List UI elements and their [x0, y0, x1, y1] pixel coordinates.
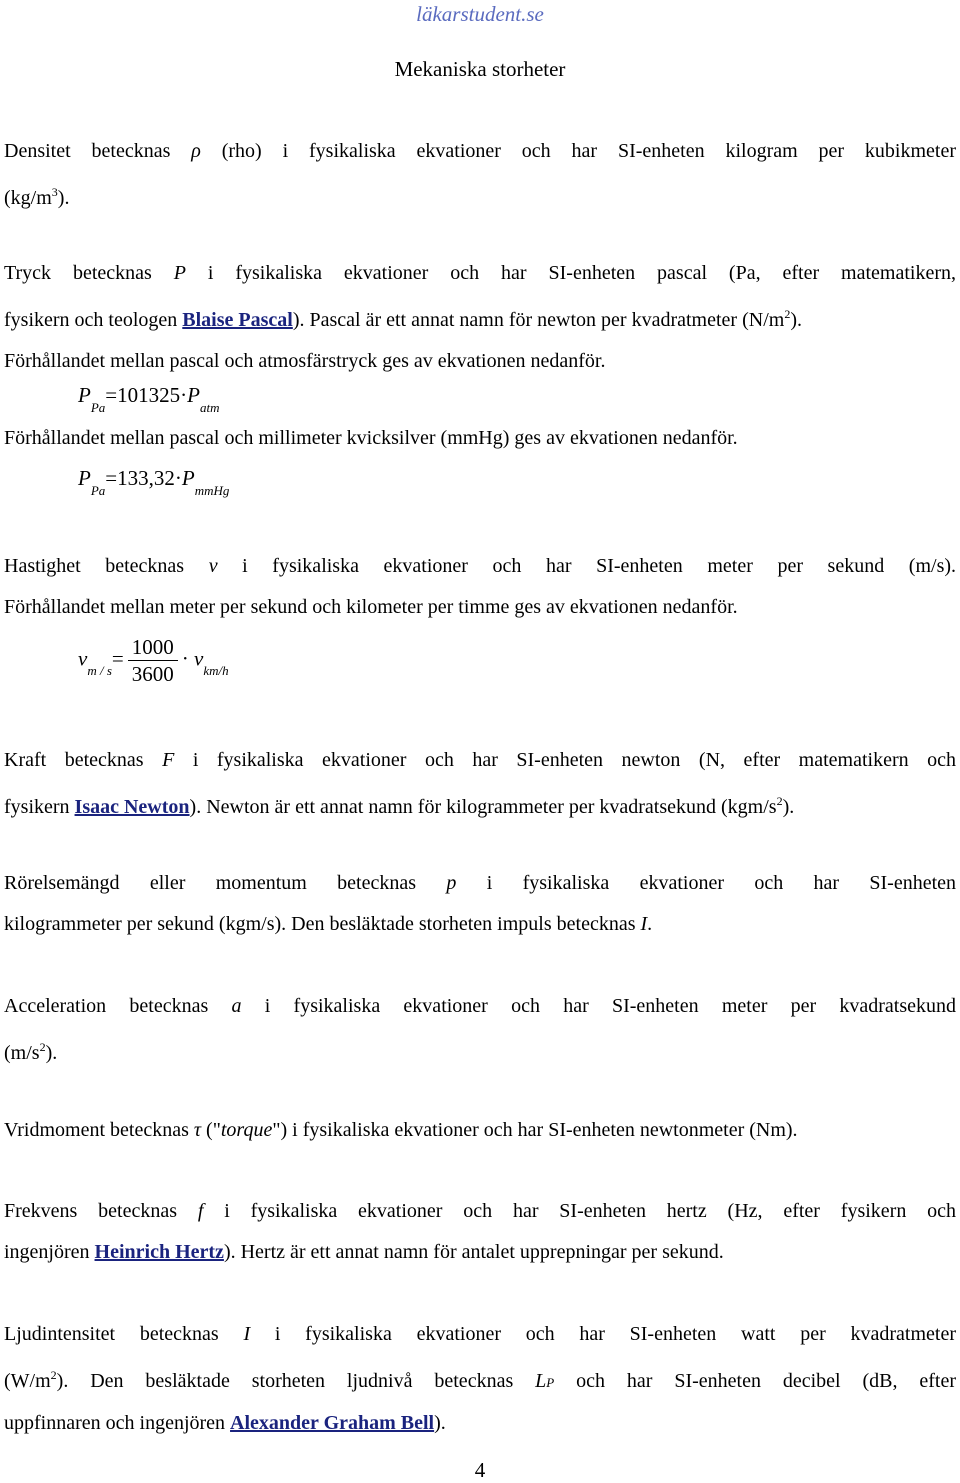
paragraph-torque: [4, 1110, 956, 1151]
intensity-line-2: $(W/m^2)$. Den besläktade storheten ljudnivå betecknas LP och har SI-enheten decibel (dB, efter: [4, 1368, 957, 1392]
intensity-line-3: uppfinnaren och ingenjören Alexander Graham Bell).: [4, 1412, 446, 1434]
page-number: 4: [474, 1458, 486, 1482]
force-line-1: Kraft betecknas F i fysikaliska ekvationer och har SI-enheten newton (N, efter matematikern och: [4, 749, 957, 771]
link-heinrich-hertz[interactable]: Heinrich Hertz: [94, 1241, 224, 1263]
paragraph-frequency: [4, 1191, 956, 1273]
paragraph-pressure: [4, 253, 956, 382]
torque-line-1: Vridmoment betecknas τ ("torque") i fysikaliska ekvationer och har SI-enheten newtonmeter (Nm).: [4, 1119, 798, 1141]
density-line-1: Densitet betecknas ρ (rho) i fysikaliska ekvationer och har SI-enheten kilogram per kubikmeter: [4, 140, 957, 162]
frequency-line-1: Frekvens betecknas f i fysikaliska ekvationer och har SI-enheten hertz (Hz, efter fysikern och: [4, 1200, 957, 1222]
frequency-line-2: ingenjören Heinrich Hertz). Hertz är ett annat namn för antalet upprepningar per sekund.: [4, 1241, 724, 1263]
density-line-2: $(kg/m^3)$.: [4, 185, 70, 209]
equation-pa-mmhg: $P_{Pa}=133,32\cdot P_{mmHg}$: [78, 466, 230, 498]
equation-velocity: $v_{m / s}=$ $\frac{1000}{3600}$ · $v_{km/h}$: [78, 635, 229, 686]
site-header: läkarstudent.se: [416, 2, 544, 26]
pressure-line-1: Tryck betecknas P i fysikaliska ekvationer och har SI-enheten pascal (Pa, efter matematikern,: [4, 262, 957, 284]
link-alexander-graham-bell[interactable]: Alexander Graham Bell: [230, 1412, 435, 1434]
link-isaac-newton[interactable]: Isaac Newton: [74, 796, 190, 818]
velocity-line-2: Förhållandet mellan meter per sekund och kilometer per timme ges av ekvationen nedanför.: [4, 596, 738, 618]
momentum-line-2: kilogrammeter per sekund (kgm/s). Den besläktade storheten impuls betecknas I.: [4, 913, 653, 935]
paragraph-acceleration: [4, 986, 956, 1074]
velocity-line-1: Hastighet betecknas v i fysikaliska ekvationer och har SI-enheten meter per sekund (m/s).: [4, 555, 957, 577]
paragraph-intensity: [4, 1314, 956, 1444]
momentum-line-1: Rörelsemängd eller momentum betecknas p i fysikaliska ekvationer och har SI-enheten: [4, 872, 957, 894]
paragraph-velocity: [4, 546, 956, 628]
equation-pa-atm: $P_{Pa}=101325\cdot P_{atm}$: [78, 383, 220, 415]
intensity-line-1: Ljudintensitet betecknas I i fysikaliska ekvationer och har SI-enheten watt per kvadratmeter: [4, 1323, 956, 1345]
paragraph-force: [4, 740, 956, 828]
force-line-2: fysikern Isaac Newton). Newton är ett annat namn för kilogrammeter per kvadratsekund $(kgm/s^2)$.: [4, 794, 795, 818]
paragraph-momentum: [4, 863, 956, 945]
pressure-line-3: Förhållandet mellan pascal och atmosfärstryck ges av ekvationen nedanför.: [4, 350, 606, 372]
pressure-line-2: fysikern och teologen Blaise Pascal). Pascal är ett annat namn för newton per kvadratmeter $(N/m^2)$.: [4, 307, 802, 331]
acceleration-line-2: $(m/s^2)$.: [4, 1040, 58, 1064]
acceleration-line-1: Acceleration betecknas a i fysikaliska ekvationer och har SI-enheten meter per kvadratsekund: [4, 995, 957, 1017]
link-blaise-pascal[interactable]: Blaise Pascal: [182, 309, 293, 331]
pressure-line-4: Förhållandet mellan pascal och millimeter kvicksilver (mmHg) ges av ekvationen nedanför.: [4, 427, 738, 449]
fraction: $\frac{1000}{3600}$: [128, 634, 178, 687]
page-title: Mekaniska storheter: [394, 57, 566, 81]
paragraph-density: [4, 131, 956, 219]
